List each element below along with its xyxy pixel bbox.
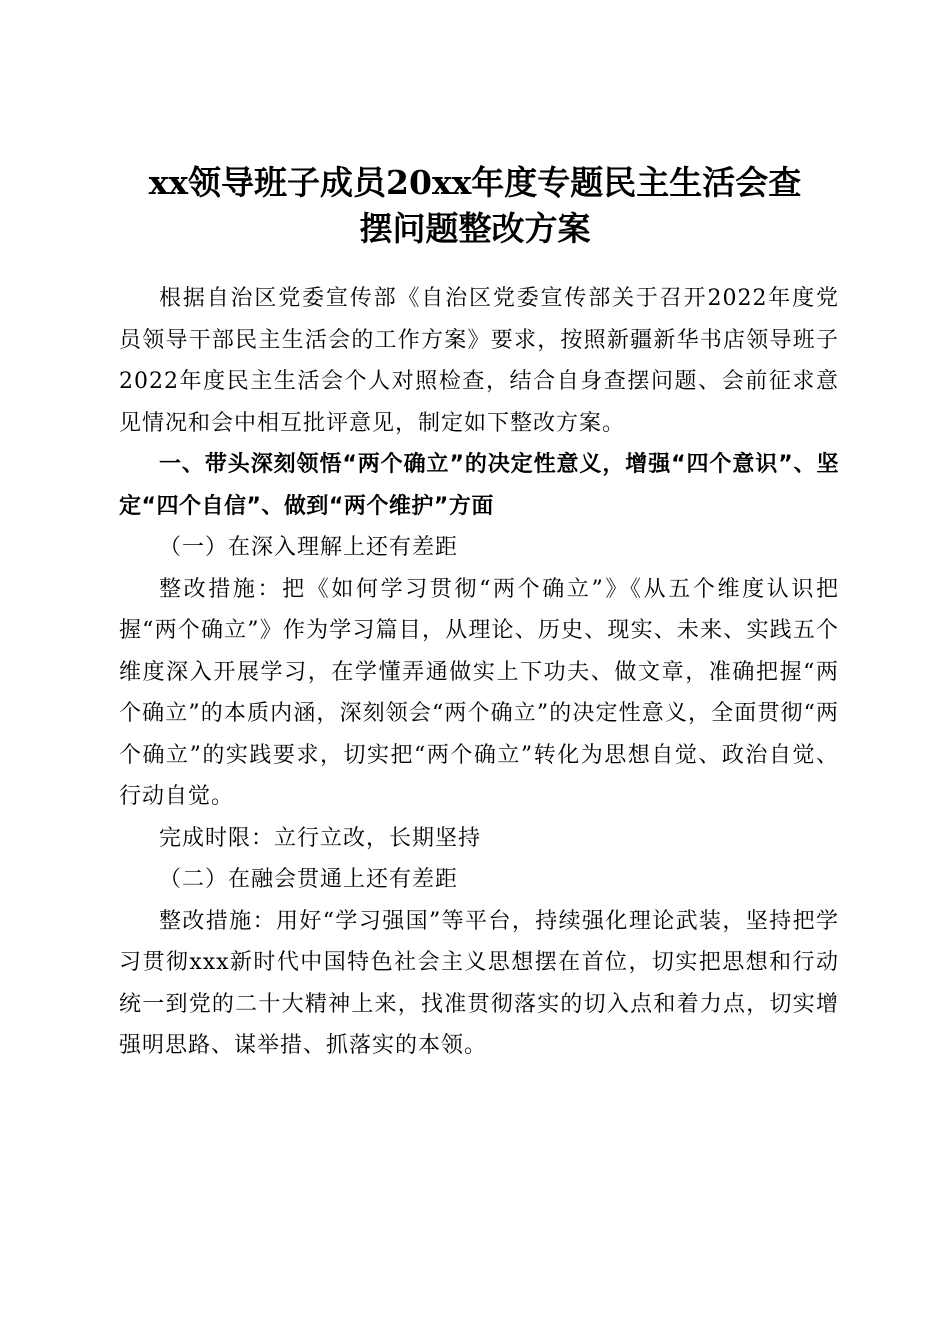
document-title	[90, 160, 860, 252]
title-line-1: xx领导班子成员20xx年度专题民主生活会查	[148, 163, 802, 203]
section-1-heading: 一、带头深刻领悟“两个确立”的决定性意义，增强“四个意识”、坚定“四个自信”、做到“两个维护”方面	[119, 452, 839, 519]
subsection-2-measures: 整改措施：用好“学习强国”等平台，持续强化理论武装，坚持把学习贯彻xxx新时代中国特色社会主义思想摆在首位，切实把思想和行动统一到党的二十大精神上来，找准贯彻落实的切入点和着力点，切实增强明思路、谋举措、抓落实的本领。	[119, 908, 839, 1058]
title-line-2: 摆问题整改方案	[359, 209, 591, 249]
subsection-1-measures: 整改措施：把《如何学习贯彻“两个确立”》《从五个维度认识把握“两个确立”》作为学习篇目，从理论、历史、现实、未来、实践五个维度深入开展学习，在学懂弄通做实上下功夫、做文章，准确把握“两个确立”的本质内涵，深刻领会“两个确立”的决定性意义，全面贯彻“两个确立”的实践要求，切实把“两个确立”转化为思想自觉、政治自觉、行动自觉。	[119, 576, 839, 809]
subsection-1-heading: （一）在深入理解上还有差距	[159, 535, 459, 560]
subsection-2-heading: （二）在融会贯通上还有差距	[159, 867, 459, 892]
intro-paragraph: 根据自治区党委宣传部《自治区党委宣传部关于召开2022年度党员领导干部民主生活会的工作方案》要求，按照新疆新华书店领导班子2022年度民主生活会个人对照检查，结合自身查摆问题、会前征求意见情况和会中相互批评意见，制定如下整改方案。	[119, 286, 839, 436]
document-body	[119, 278, 839, 1067]
subsection-1-deadline: 完成时限：立行立改，长期坚持	[159, 825, 482, 851]
